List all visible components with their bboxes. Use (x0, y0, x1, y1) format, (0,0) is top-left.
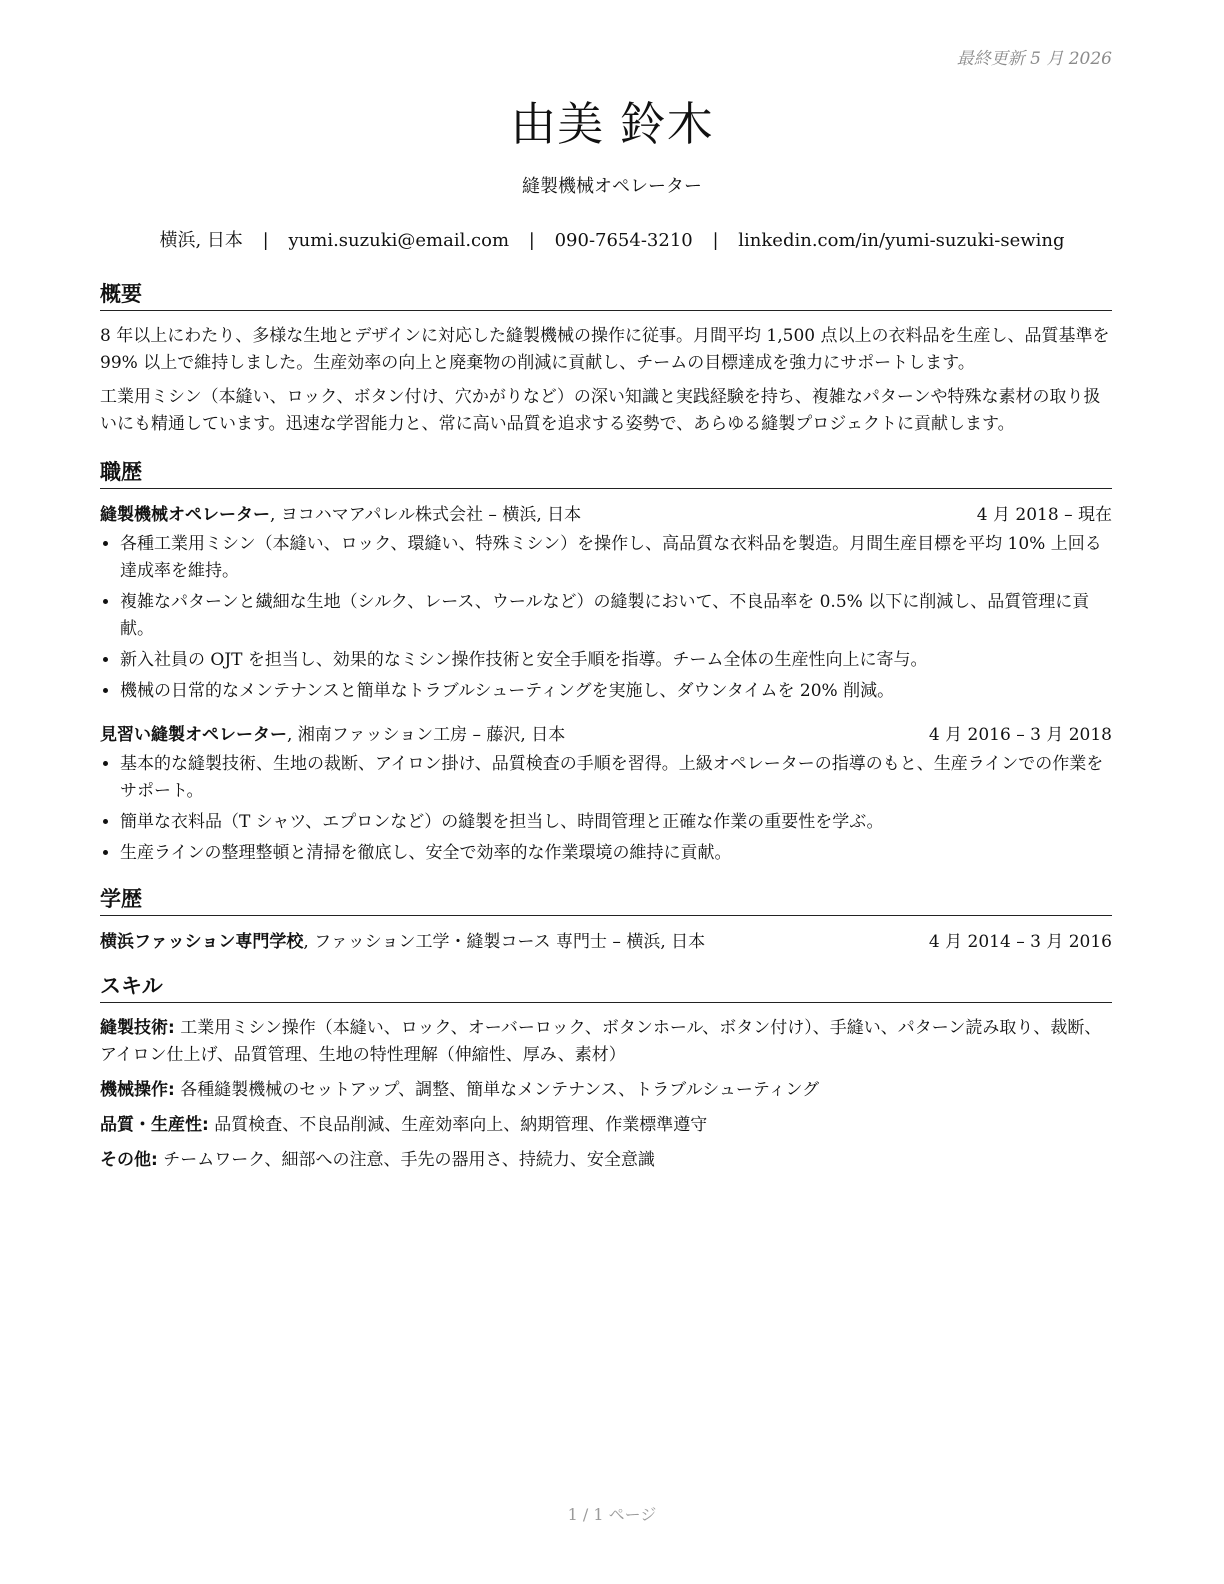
section-heading-education: 学歴 (100, 883, 1112, 916)
section-heading-experience: 職歴 (100, 456, 1112, 489)
job-entry (100, 721, 1112, 867)
skill-item (100, 1112, 1112, 1139)
skill-text: 品質検査、不良品削減、生産効率向上、納期管理、作業標準遵守 (208, 1115, 708, 1135)
skill-item (100, 1077, 1112, 1104)
job-bullets (100, 751, 1112, 867)
job-role: 見習い縫製オペレーター (100, 725, 287, 745)
job-bullet: • 各種工業用ミシン（本縫い、ロック、環縫い、特殊ミシン）を操作し、高品質な衣料品を製造。月間生産目標を平均 10% 上回る達成率を維持。 (120, 531, 1112, 585)
job-bullet: • 簡単な衣料品（T シャツ、エプロンなど）の縫製を担当し、時間管理と正確な作業の重要性を学ぶ。 (120, 809, 1112, 836)
contact-location: 横浜, 日本 (159, 230, 243, 251)
school-name: 横浜ファッション専門学校 (100, 932, 304, 952)
education-entry (100, 928, 1112, 956)
summary-paragraph: 工業用ミシン（本縫い、ロック、ボタン付け、穴かがりなど）の深い知識と実践経験を持ち、複雑なパターンや特殊な素材の取り扱いにも精通しています。迅速な学習能力と、常に高い品質を追求する姿勢で、あらゆる縫製プロジェクトに貢献します。 (100, 387, 1101, 434)
job-bullets (100, 531, 1112, 705)
skill-label: 機械操作: (100, 1080, 175, 1100)
skill-label: 品質・生産性: (100, 1115, 209, 1135)
page-number: 1 / 1 ページ (567, 1505, 657, 1524)
job-org: , ヨコハマアパレル株式会社 – 横浜, 日本 (270, 505, 582, 525)
job-header (100, 721, 1112, 749)
skill-label: その他: (100, 1150, 158, 1170)
skill-text: 工業用ミシン操作（本縫い、ロック、オーバーロック、ボタンホール、ボタン付け）、手縫い、パターン読み取り、裁断、アイロン仕上げ、品質管理、生地の特性理解（伸縮性、厚み、素材） (100, 1018, 1102, 1065)
skill-text: 各種縫製機械のセットアップ、調整、簡単なメンテナンス、トラブルシューティング (174, 1080, 820, 1100)
contact-separator: | (262, 230, 269, 251)
contact-separator: | (528, 230, 535, 251)
section-heading-summary: 概要 (100, 278, 1112, 311)
job-bullet: • 基本的な縫製技術、生地の裁断、アイロン掛け、品質検査の手順を習得。上級オペレーターの指導のもと、生産ラインでの作業をサポート。 (120, 751, 1112, 805)
contact-line (0, 226, 1224, 252)
contact-separator: | (712, 230, 719, 251)
job-bullet: • 生産ラインの整理整頓と清掃を徹底し、安全で効率的な作業環境の維持に貢献。 (120, 840, 1112, 867)
candidate-name: 由美 鈴木 (510, 97, 714, 151)
skill-label: 縫製技術: (100, 1018, 175, 1038)
job-role: 縫製機械オペレーター (100, 505, 270, 525)
resume-body (100, 278, 1112, 1182)
job-bullet: • 機械の日常的なメンテナンスと簡単なトラブルシューティングを実施し、ダウンタイムを 20% 削減。 (120, 678, 1112, 705)
job-org: , 湘南ファッション工房 – 藤沢, 日本 (287, 725, 566, 745)
job-dates: 4 月 2016 – 3 月 2018 (928, 725, 1112, 745)
contact-email[interactable]: yumi.suzuki@email.com (288, 230, 510, 251)
skill-text: チームワーク、細部への注意、手先の器用さ、持続力、安全意識 (157, 1150, 655, 1170)
job-entry (100, 501, 1112, 705)
education-dates: 4 月 2014 – 3 月 2016 (928, 932, 1112, 952)
job-bullet: • 複雑なパターンと繊細な生地（シルク、レース、ウールなど）の縫製において、不良品率を 0.5% 以下に削減し、品質管理に貢献。 (120, 589, 1112, 643)
contact-phone[interactable]: 090-7654-3210 (554, 230, 693, 251)
job-bullet: • 新入社員の OJT を担当し、効果的なミシン操作技術と安全手順を指導。チーム全体の生産性向上に寄与。 (120, 647, 1112, 674)
skill-item (100, 1015, 1112, 1069)
contact-linkedin[interactable]: linkedin.com/in/yumi-suzuki-sewing (738, 230, 1065, 251)
last-updated: 最終更新 5 月 2026 (956, 49, 1112, 69)
job-title: 縫製機械オペレーター (522, 176, 702, 197)
job-dates: 4 月 2018 – 現在 (976, 505, 1112, 525)
summary-paragraph: 8 年以上にわたり、多様な生地とデザインに対応した縫製機械の操作に従事。月間平均 1,500 点以上の衣料品を生産し、品質基準を 99% 以上で維持しました。生産効率の向上と廃棄物の削減に貢献し、チームの目標達成を強力にサポートします。 (100, 326, 1110, 373)
skill-item (100, 1147, 1112, 1174)
school-detail: , ファッション工学・縫製コース 専門士 – 横浜, 日本 (303, 932, 706, 952)
job-header (100, 501, 1112, 529)
section-heading-skills: スキル (100, 970, 1112, 1003)
